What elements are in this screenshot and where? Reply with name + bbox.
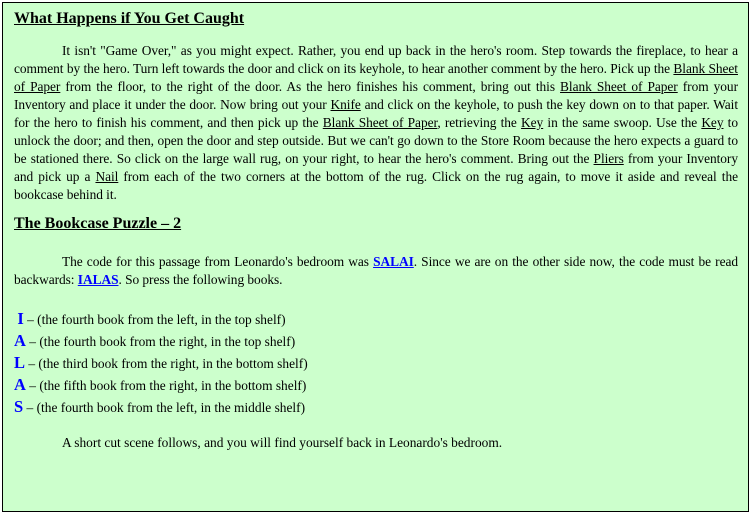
list-item: I – (the fourth book from the left, in the top shelf) [17,309,286,328]
list-item: A – (the fifth book from the right, in the bottom shelf) [14,375,307,394]
book-letter: S [14,397,24,416]
walkthrough-panel [2,2,749,512]
book-letter: L [14,353,26,372]
code-salai: SALAI [373,254,414,269]
section-title-bookcase: The Bookcase Puzzle – 2 [14,215,182,232]
item-blank-sheet-of-paper: Blank Sheet of Paper [322,115,438,130]
list-item: L – (the third book from the right, in the bottom shelf) [14,353,308,372]
item-blank-sheet-of-paper: Blank Sheet of Paper [560,79,678,94]
section-title-caught: What Happens if You Get Caught [14,10,245,27]
item-blank-sheet-of-paper: Blank Sheet of Paper [14,61,738,94]
book-list [14,308,738,418]
book-letter: A [14,331,26,350]
item-nail: Nail [95,169,119,184]
closing-paragraph: A short cut scene follows, and you will find yourself back in Leonardo's bedroom. [62,435,503,450]
code-ialas: IALAS [77,272,119,287]
item-pliers: Pliers [593,151,624,166]
item-knife: Knife [330,97,361,112]
book-letter: I [17,309,24,328]
item-key: Key [521,115,544,130]
list-item: S – (the fourth book from the left, in the middle shelf) [14,397,306,416]
book-letter: A [14,375,26,394]
caught-paragraph: It isn't "Game Over," as you might expect. Rather, you end up back in the hero's room. Step towards the fireplace, to hear a comment by the hero. Turn left towards the door and click on its keyhole, to hear another comment by the hero. Pick up the Blank Sheet of Paper from the floor, to the right of the door. As the hero finishes his comment, bring out this Blank Sheet of Paper from your Inventory and place it under the door. Now bring out your Knife and click on the keyhole, to push the key down on to that paper. Wait for the hero to finish his comment, and then pick up the Blank Sheet of Paper, retrieving the Key in the same swoop. Use the Key to unlock the door; and then, open the door and step outside. But we can't go down to the Store Room because the hero expects a guard to be stationed there. So click on the large wall rug, on your right, to hear the hero's comment. Bring out the Pliers from your Inventory and pick up a Nail from each of the two corners at the bottom of the rug. Click on the rug again, to move it aside and reveal the bookcase behind it. [14,43,738,202]
bookcase-intro: The code for this passage from Leonardo's bedroom was SALAI. Since we are on the other side now, the code must be read backwards: IALAS. So press the following books. [14,254,739,287]
item-key: Key [701,115,724,130]
list-item: A – (the fourth book from the right, in the top shelf) [14,331,296,350]
